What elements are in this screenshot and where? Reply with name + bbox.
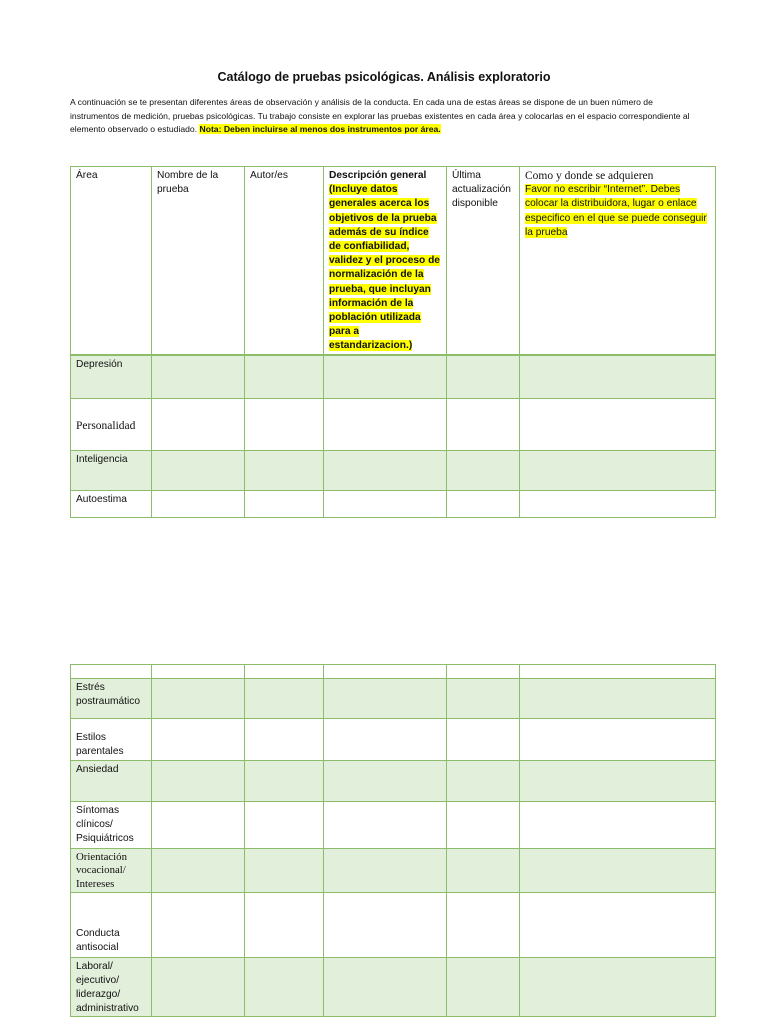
catalog-table-1 bbox=[70, 166, 716, 518]
intro-paragraph bbox=[70, 96, 692, 137]
input-cell[interactable] bbox=[152, 491, 245, 518]
input-cell[interactable] bbox=[324, 761, 447, 802]
input-cell[interactable] bbox=[245, 355, 324, 399]
input-cell[interactable] bbox=[152, 848, 245, 892]
input-cell[interactable] bbox=[520, 802, 716, 849]
input-cell[interactable] bbox=[520, 679, 716, 719]
input-cell[interactable] bbox=[324, 802, 447, 849]
input-cell[interactable] bbox=[152, 665, 245, 679]
input-cell[interactable] bbox=[152, 679, 245, 719]
input-cell[interactable] bbox=[152, 399, 245, 451]
input-cell[interactable] bbox=[520, 719, 716, 761]
area-label bbox=[71, 665, 152, 679]
input-cell[interactable] bbox=[447, 355, 520, 399]
header-acquire bbox=[520, 167, 716, 355]
input-cell[interactable] bbox=[245, 399, 324, 451]
table-row bbox=[71, 399, 716, 451]
table-row bbox=[71, 355, 716, 399]
table-row bbox=[71, 802, 716, 849]
input-cell[interactable] bbox=[245, 761, 324, 802]
input-cell[interactable] bbox=[447, 665, 520, 679]
area-label: Ansiedad bbox=[71, 761, 152, 802]
header-description bbox=[324, 167, 447, 355]
input-cell[interactable] bbox=[245, 848, 324, 892]
input-cell[interactable] bbox=[152, 719, 245, 761]
header-authors: Autor/es bbox=[245, 167, 324, 355]
header-description-title: Descripción general bbox=[329, 170, 427, 181]
input-cell[interactable] bbox=[245, 491, 324, 518]
area-label: Laboral/ ejecutivo/ liderazgo/ administrativo bbox=[71, 957, 152, 1017]
area-label: Estrés postraumático bbox=[71, 679, 152, 719]
input-cell[interactable] bbox=[152, 802, 245, 849]
area-label: Personalidad bbox=[71, 399, 152, 451]
input-cell[interactable] bbox=[324, 399, 447, 451]
input-cell[interactable] bbox=[520, 892, 716, 957]
input-cell[interactable] bbox=[324, 957, 447, 1017]
input-cell[interactable] bbox=[245, 802, 324, 849]
area-label: Autoestima bbox=[71, 491, 152, 518]
input-cell[interactable] bbox=[520, 761, 716, 802]
area-label: Síntomas clínicos/ Psiquiátricos bbox=[71, 802, 152, 849]
input-cell[interactable] bbox=[324, 451, 447, 491]
area-label: Estilos parentales bbox=[71, 719, 152, 761]
input-cell[interactable] bbox=[447, 399, 520, 451]
input-cell[interactable] bbox=[447, 451, 520, 491]
table-row bbox=[71, 719, 716, 761]
header-last-update: Última actualización disponible bbox=[447, 167, 520, 355]
input-cell[interactable] bbox=[520, 399, 716, 451]
input-cell[interactable] bbox=[447, 491, 520, 518]
table-row bbox=[71, 761, 716, 802]
input-cell[interactable] bbox=[152, 957, 245, 1017]
input-cell[interactable] bbox=[520, 355, 716, 399]
input-cell[interactable] bbox=[324, 665, 447, 679]
input-cell[interactable] bbox=[324, 719, 447, 761]
input-cell[interactable] bbox=[520, 957, 716, 1017]
input-cell[interactable] bbox=[152, 892, 245, 957]
input-cell[interactable] bbox=[324, 892, 447, 957]
input-cell[interactable] bbox=[447, 679, 520, 719]
input-cell[interactable] bbox=[245, 665, 324, 679]
input-cell[interactable] bbox=[324, 355, 447, 399]
table-row bbox=[71, 679, 716, 719]
input-cell[interactable] bbox=[520, 451, 716, 491]
input-cell[interactable] bbox=[152, 761, 245, 802]
input-cell[interactable] bbox=[245, 957, 324, 1017]
area-label: Conducta antisocial bbox=[71, 892, 152, 957]
input-cell[interactable] bbox=[152, 451, 245, 491]
input-cell[interactable] bbox=[245, 892, 324, 957]
area-label: Depresión bbox=[71, 355, 152, 399]
header-acquire-title: Como y donde se adquieren bbox=[525, 170, 654, 182]
input-cell[interactable] bbox=[245, 451, 324, 491]
input-cell[interactable] bbox=[447, 892, 520, 957]
input-cell[interactable] bbox=[447, 957, 520, 1017]
input-cell[interactable] bbox=[324, 491, 447, 518]
header-description-note: (Incluye datos generales acerca los objetivos de la prueba además de su índice de confiabilidad, validez y el proceso de normalización de la prueba, que incluyan información de la población utilizada para a estandarizacion.) bbox=[329, 184, 440, 352]
header-test-name: Nombre de la prueba bbox=[152, 167, 245, 355]
input-cell[interactable] bbox=[245, 719, 324, 761]
input-cell[interactable] bbox=[324, 679, 447, 719]
table-row bbox=[71, 451, 716, 491]
input-cell[interactable] bbox=[447, 719, 520, 761]
catalog-table-2 bbox=[70, 664, 716, 1017]
input-cell[interactable] bbox=[324, 848, 447, 892]
table-row bbox=[71, 491, 716, 518]
area-label: Orientación vocacional/ Intereses bbox=[71, 848, 152, 892]
input-cell[interactable] bbox=[520, 491, 716, 518]
intro-text: A continuación se te presentan diferentes áreas de observación y análisis de la conducta. En cada una de estas áreas se dispone de un buen número de instrumentos de medición, pruebas psicológicas. Tu trabajo consiste en explorar las pruebas existentes en cada área y colocarlas en el espacio correspondiente al elemento observado o estudiado. bbox=[70, 97, 690, 135]
input-cell[interactable] bbox=[152, 355, 245, 399]
input-cell[interactable] bbox=[447, 761, 520, 802]
table-row bbox=[71, 892, 716, 957]
table-row bbox=[71, 848, 716, 892]
input-cell[interactable] bbox=[447, 848, 520, 892]
input-cell[interactable] bbox=[245, 679, 324, 719]
table-header-row bbox=[71, 167, 716, 355]
header-acquire-note: Favor no escribir “Internet”. Debes colocar la distribuidora, lugar o enlace especifico en el que se puede conseguir la prueba bbox=[525, 184, 707, 238]
intro-note: Nota: Deben incluirse al menos dos instrumentos por área. bbox=[199, 124, 441, 135]
page-title: Catálogo de pruebas psicológicas. Análisis exploratorio bbox=[217, 70, 551, 84]
header-area: Área bbox=[71, 167, 152, 355]
input-cell[interactable] bbox=[447, 802, 520, 849]
input-cell[interactable] bbox=[520, 848, 716, 892]
area-label: Inteligencia bbox=[71, 451, 152, 491]
table-row bbox=[71, 665, 716, 679]
input-cell[interactable] bbox=[520, 665, 716, 679]
table-row bbox=[71, 957, 716, 1017]
